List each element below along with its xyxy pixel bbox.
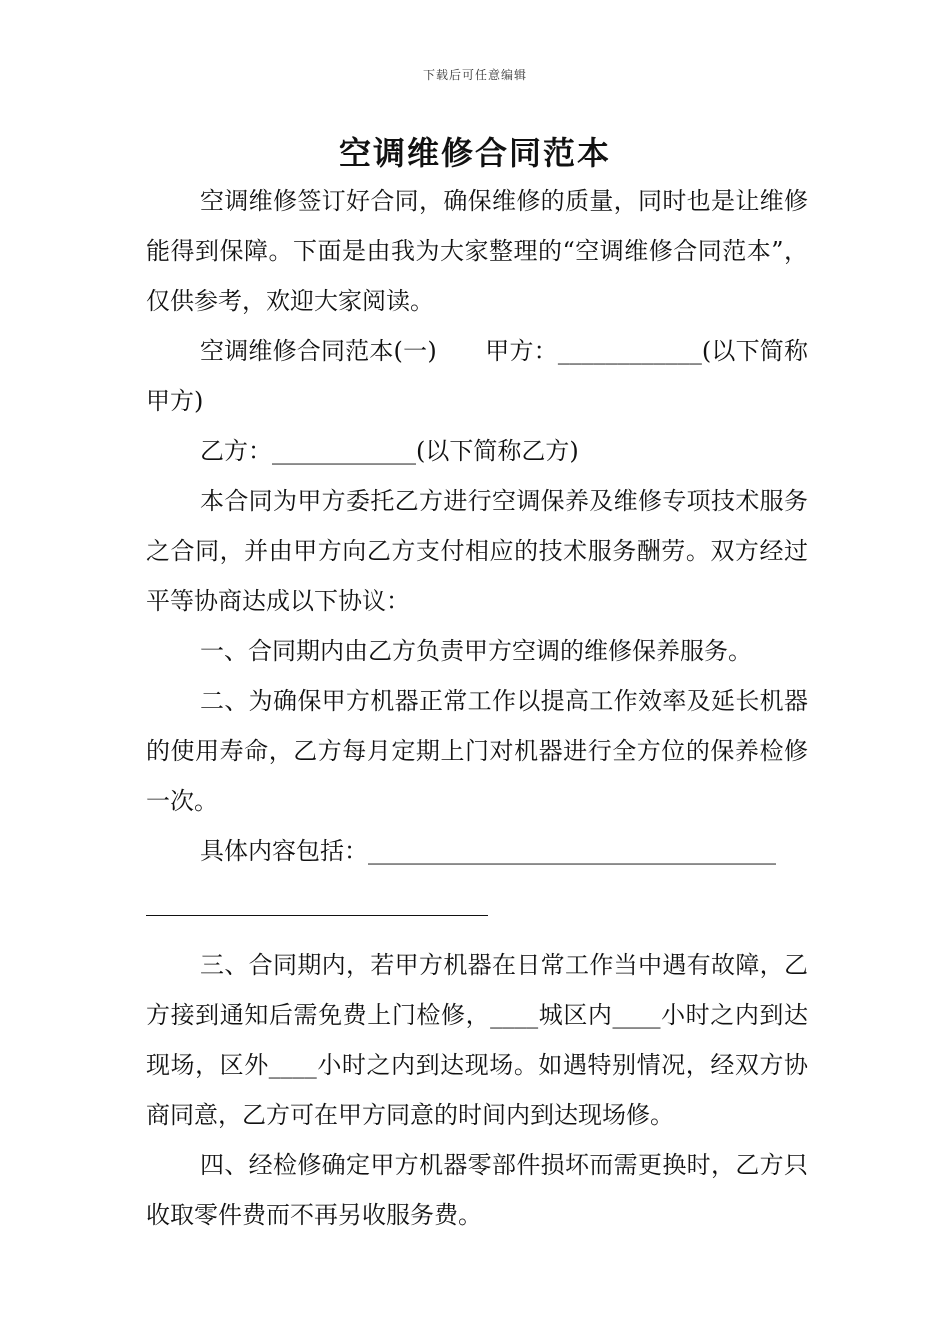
header-note: 下载后可任意编辑 <box>422 68 527 82</box>
intro-paragraph: 空调维修签订好合同，确保维修的质量，同时也是让维修能得到保障。下面是由我为大家整理的“空调维修合同范本”，仅供参考，欢迎大家阅读。 <box>146 187 808 315</box>
content-label-paragraph: 具体内容包括：__________________________________ <box>200 837 776 865</box>
clause-3-paragraph: 三、合同期内，若甲方机器在日常工作当中遇有故障，乙方接到通知后需免费上门检修，____城区内____小时之内到达现场，区外____小时之内到达现场。如遇特别情况，经双方协商同意，乙方可在甲方同意的时间内到达现场修。 <box>146 951 808 1129</box>
document-title: 空调维修合同范本 <box>338 134 611 172</box>
party-b-paragraph: 乙方：____________(以下简称乙方) <box>200 437 579 465</box>
purpose-paragraph: 本合同为甲方委托乙方进行空调保养及维修专项技术服务之合同，并由甲方向乙方支付相应的技术服务酬劳。双方经过平等协商达成以下协议： <box>146 487 808 615</box>
clause-2-paragraph: 二、为确保甲方机器正常工作以提高工作效率及延长机器的使用寿命，乙方每月定期上门对机器进行全方位的保养检修一次。 <box>146 687 808 815</box>
spacer <box>146 916 808 940</box>
clause-4-paragraph: 四、经检修确定甲方机器零部件损坏而需更换时，乙方只收取零件费而不再另收服务费。 <box>146 1151 808 1229</box>
document-body <box>146 176 808 1240</box>
party-a-paragraph: 空调维修合同范本(一) 甲方：____________(以下简称甲方) <box>146 337 808 415</box>
clause-1-paragraph: 一、合同期内由乙方负责甲方空调的维修保养服务。 <box>200 637 752 665</box>
